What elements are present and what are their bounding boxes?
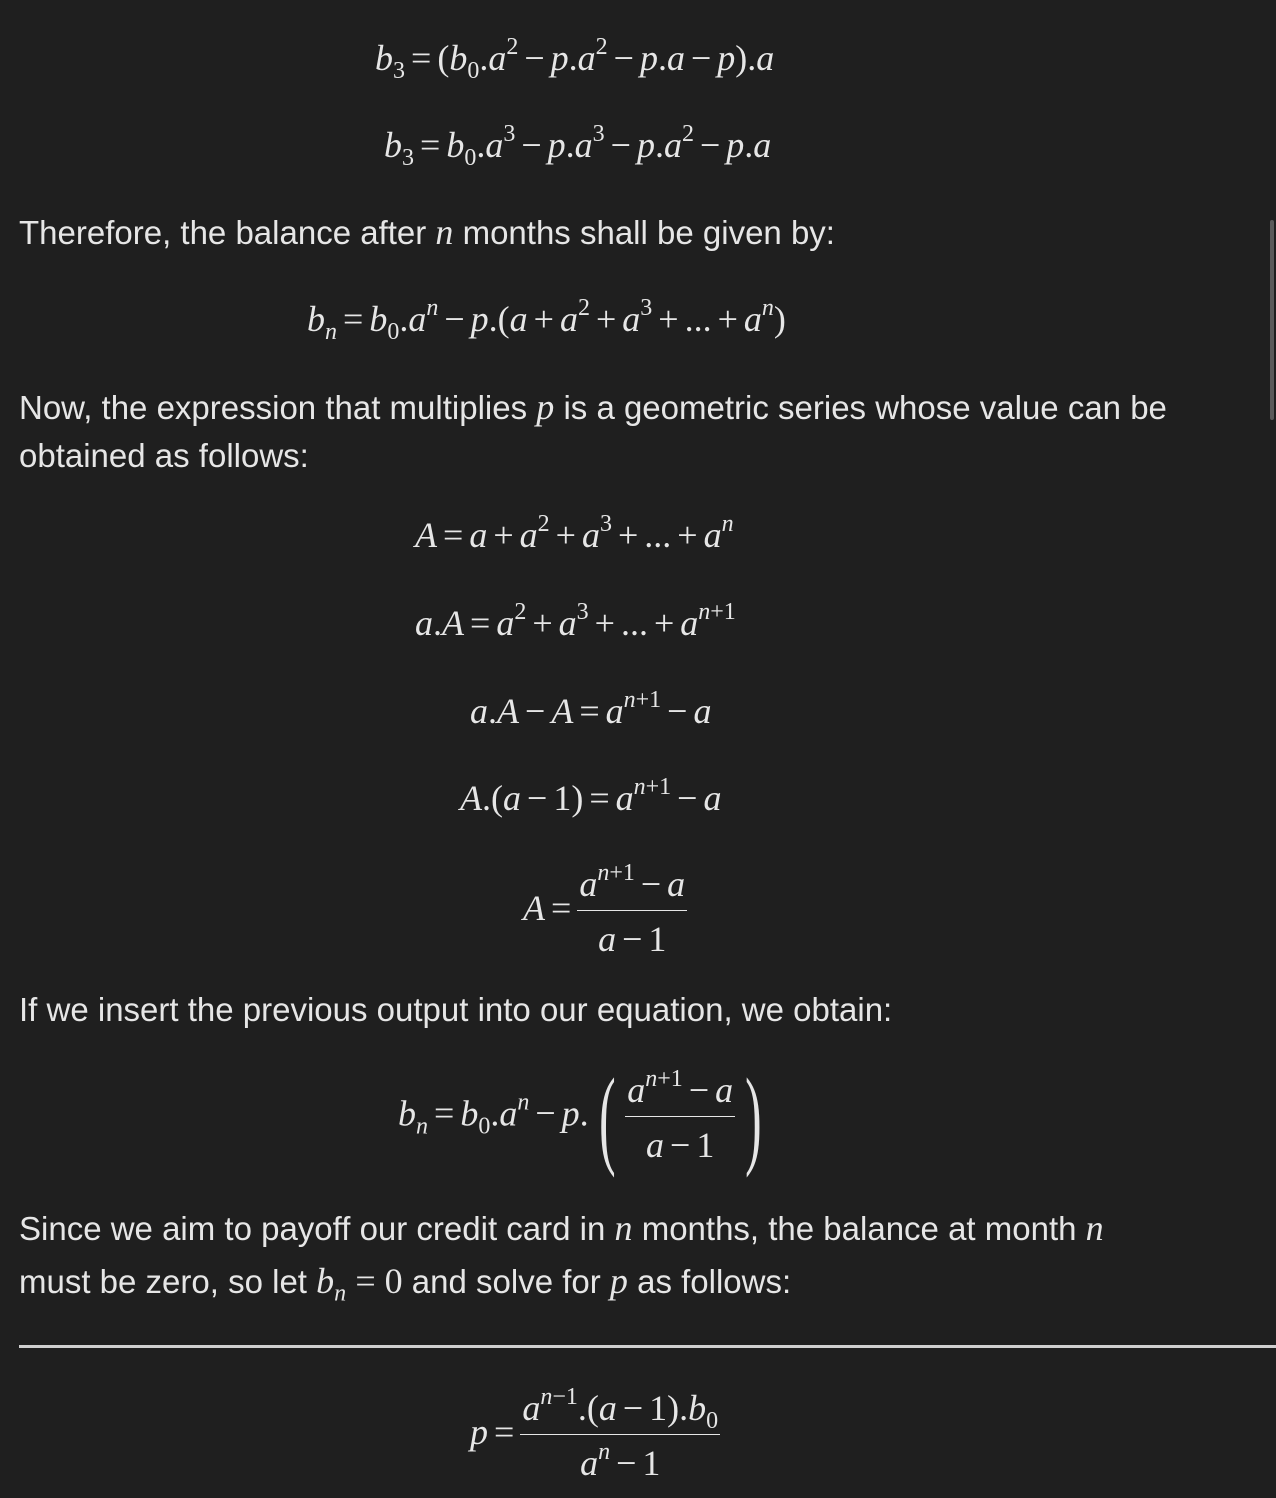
equation-aA-minus-A: $a.A - A = a^{n+1} - a$ xyxy=(470,687,712,731)
paragraph-payoff: Since we aim to payoff our credit card in n months, the balance at month n must be zero, so let $b_n = 0$ and solve for p as follows: xyxy=(19,1208,1104,1307)
fraction-A: $\frac{a^{n+1} - a}{a - 1}$ xyxy=(579,860,686,959)
paragraph-balance-after-n: Therefore, the balance after n months shall be given by: xyxy=(19,212,835,252)
equation-b3-result: $b_3 = b_0.a^3 - p.a^3 - p.a^2 - p.a$ xyxy=(384,121,772,171)
paragraph-insert-output: If we insert the previous output into our equation, we obtain: xyxy=(19,991,893,1028)
paragraph-geometric-series: Now, the expression that multiplies p is a geometric series whose value can be obtained as follows: xyxy=(19,387,1167,474)
equation-p-solution: p = $\frac{a^{n-1}.(a - 1).b_0}{a^n - 1}$ xyxy=(470,1384,719,1483)
fraction-bn: $\frac{a^{n+1} - a}{a - 1}$ xyxy=(627,1065,734,1165)
horizontal-divider xyxy=(19,1345,1276,1348)
equation-bn-closed: $b_n = b_0.a^n - p$.( $\frac{a^{n+1} - a}{a - 1}$ ) xyxy=(398,1056,762,1178)
fraction-p: $\frac{a^{n-1}.(a - 1).b_0}{a^n - 1}$ xyxy=(522,1384,719,1483)
equation-A-times: $A.(a - 1) = a^{n+1} - a$ xyxy=(460,774,722,818)
equation-b3-expanded: $b_3 = (b_0.a^2 - p.a^2 - p.a - p).a$ xyxy=(375,34,775,84)
equation-aA: $a.A = a^2 + a^3$ + ... + $a^{n+1}$ xyxy=(415,599,736,643)
equation-A-definition: $A = a + a^2 + a^3$ + ... + $a^n$ xyxy=(415,511,734,555)
equation-A-solution: A = $\frac{a^{n+1} - a}{a - 1}$ xyxy=(523,860,686,959)
scrollbar-thumb[interactable] xyxy=(1270,220,1274,420)
equation-bn-series: $b_n = b_0.a^n - p.(a + a^2 + a^3$ + ... + $a^n$) xyxy=(307,295,786,345)
